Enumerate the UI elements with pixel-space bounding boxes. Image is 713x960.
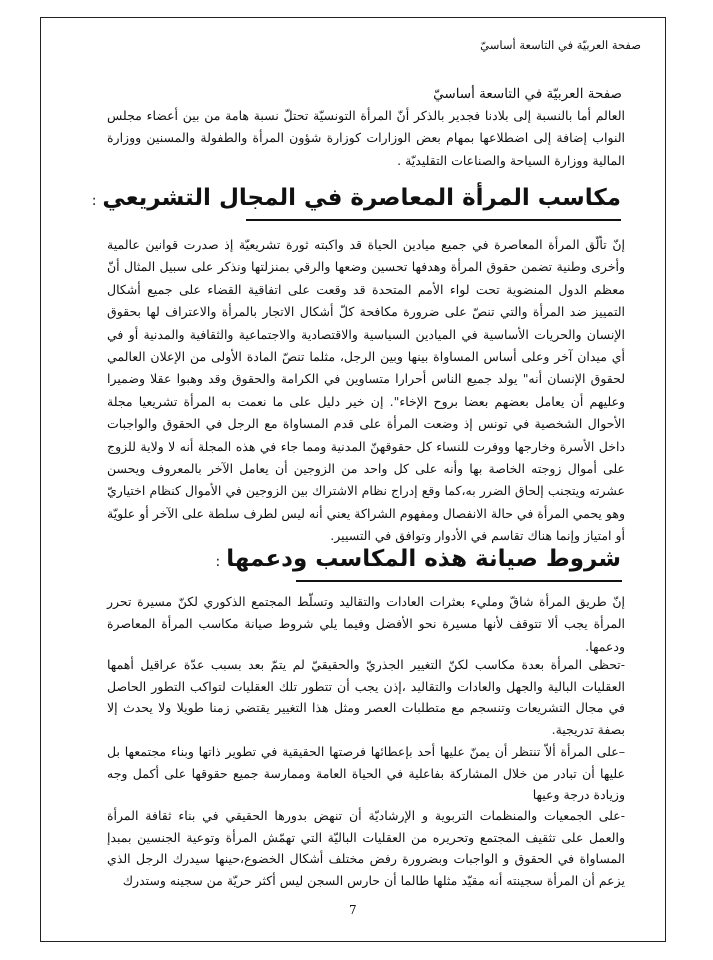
section2-colon: : <box>215 554 221 570</box>
section1-heading-text: مكاسب المرأة المعاصرة في المجال التشريعي <box>102 185 621 211</box>
section1-colon: : <box>91 193 97 209</box>
section2-paragraph-3: –على المرأة ألاّ تنتظر أن يمنّ عليها أحد بإعطائها فرصتها الحقيقية في تطوير ذاتها وبناء مجتمعها بل عليها أن تبادر من خلال المشاركة بفاعلية في الحياة العامة وممارسة جميع حقوقها على أكمل وجه وزيادة درجة وعيها <box>107 744 625 803</box>
page-number: 7 <box>349 903 357 917</box>
section2-underline <box>296 580 622 582</box>
intro-paragraph: العالم أما بالنسبة إلى بلادنا فجدير بالذكر أنّ المرأة التونسيّة تحتلّ نسبة هامة من بين أعضاء مجلس النواب إضافة إلى اضطلاعها بمهام بعض الوزارات كوزارة شؤون المرأة والطفولة والمسنين ووزارة المالية ووزارة السياحة والصناعات التقليديّة . <box>107 108 625 168</box>
document-subtitle: صفحة العربيّة في التاسعة أساسيّ <box>433 86 622 102</box>
section1-underline <box>246 219 621 221</box>
section2-paragraph-2: -تحظى المرأة بعدة مكاسب لكنّ التغيير الجذريّ والحقيقيّ لم يتمّ بعد بسبب عدّة عراقيل أهمها العقليات البالية والجهل والعادات والتقاليد ،إذن يجب أن تتطور تلك العقليات لتواكب التطور الحاصل في مجال التشريعات وتنسجم مع متطلبات العصر ومثل هذا التغيير يقتضي زمنا طويلا ولا يحدث إلا بصفة تدريجية. <box>107 657 625 737</box>
section1-heading <box>92 185 621 211</box>
section2-paragraph-4: -على الجمعيات والمنظمات التربوية و الإرشاديّة أن تنهض بدورها الحقيقي في بناء ثقافة المرأة والعمل على تثقيف المجتمع وتحريره من العقليات الباليّة التي تهمّش المرأة وتوعية الجنسين بمبدإ المساواة في الحقوق و الواجبات وبضرورة رفض مختلف أشكال الخضوع،حينها سيدرك الرجل الذي يزعم أن المرأة سجينته أنه مقيّد مثلها طالما أن حارس السجن ليس أكثر حريّة من سجينه وستدرك <box>107 808 625 888</box>
section2-heading-text: شروط صيانة هذه المكاسب ودعمها <box>226 546 621 572</box>
running-header: صفحة العربيّة في التاسعة أساسيّ <box>480 38 641 52</box>
section1-paragraph: إنّ تألّق المرأة المعاصرة في جميع ميادين الحياة قد واكبته ثورة تشريعيّة إذ صدرت قوانين عالمية وأخرى وطنية تضمن حقوق المرأة وهدفها تحسين وضعها والرقي بمنزلتها ونذكر على سبيل المثال أنّ معظم الدول المنضوية تحت لواء الأمم المتحدة قد وقعت على اتفاقية القضاء على جميع أشكال التمييز ضد المرأة والتي تنصّ على ضرورة مكافحة كلّ أشكال الاتجار بالمرأة والاعتراف لها بحقوق الإنسان والحريات الأساسية في الميادين السياسية والاقتصادية والاجتماعية والثقافية والمدنية أو في أي ميدان آخر وعلى أساس المساواة بينها وبين الرجل، مثلما تنصّ المادة الأولى من الإعلان العالمي لحقوق الإنسان أنه" يولد جميع الناس أحرارا متساوين في الكرامة والحقوق وقد وهبوا عقلا وضميرا وعليهم أن يعامل بعضهم بعضا بروح الإخاء". إن خير دليل على ما نعمت به المرأة تشريعيا مجلة الأحوال الشخصية في تونس إذ وضعت المرأة على قدم المساواة مع الرجل في الحقوق والواجبات داخل الأسرة وخارجها ووفرت للنساء كل حقوقهنّ المدنية ومما جاء في هذه المجلة أنه لا ولاية للزوج على أموال زوجته الخاصة بها وأنه على كل واحد من الزوجين أن يعامل الآخر بالمعروف ويحسن عشرته ويتجنب إلحاق الضرر به،كما وقع إدراج نظام الاشتراك بين الزوجين في الأموال كنظام اختياريّ وهو يحمي المرأة في حالة الانفصال ومفهوم الشراكة يعني أنه ليس لطرف سلطة على الآخر أو علويّة أو امتياز وإنما هناك تقاسم في الأدوار وتوافق في التسيير. <box>107 237 625 544</box>
section2-paragraph-1: إنّ طريق المرأة شاقّ ومليء بعثرات العادات والتقاليد وتسلّط المجتمع الذكوري لكنّ مسيرة تحرر المرأة يجب ألا تتوقف لأنها مسيرة نحو الأفضل وفيما يلي شروط صيانة مكاسب المرأة المعاصرة ودعمها. <box>107 594 625 654</box>
section2-heading <box>216 546 621 572</box>
